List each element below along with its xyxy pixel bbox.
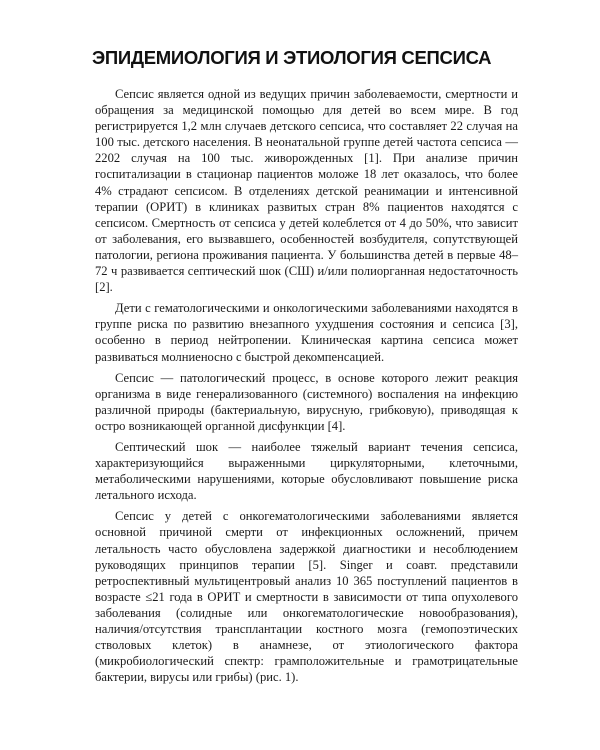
paragraph-epidemiology: Сепсис является одной из ведущих причин заболеваемости, смертности и обращения за медицинской помощью для детей во всем мире. В год регистрируется 1,2 млн случаев детского сепсиса, что составляет 22 случая на 100 тыс. детского населения. В неонатальной группе детей частота сепсиса — 2202 случая на 100 тыс. живорожденных [1]. При анализе причин госпитализации в стационар пациентов моложе 18 лет оказалось, что более 4% страдают сепсисом. В отделениях детской реанимации и интенсивной терапии (ОРИТ) в клиниках развитых стран 8% пациентов находятся с сепсисом. Смертность от сепсиса у детей колеблется от 4 до 50%, что зависит от заболевания, его вызвавшего, особенностей возбудителя, сопутствующей патологии, региона проживания пациента. У большинства детей в первые 48–72 ч развивается септический шок (СШ) и/или полиорганная недостаточность [2]. xyxy=(95,87,518,295)
paragraph-oncology-mortality: Сепсис у детей с онкогематологическими заболеваниями является основной причиной смерти от инфекционных осложнений, причем летальность часто обусловлена задержкой диагностики и несоблюдением руководящих принципов терапии [5]. Singer и соавт. представили ретроспективный мультицентровый анализ 10 365 поступлений пациентов в возрасте ≤21 года в ОРИТ и смертности в зависимости от типа опухолевого заболевания (солидные или онкогематологические новообразования), наличия/отсутствия трансплантации костного мозга (гемопоэтических стволовых клеток) в анамнезе, от этиологического фактора (микробиологический спектр: грамположительные и грамотрицательные бактерии, вирусы или грибы) (рис. 1). xyxy=(95,509,518,685)
paragraph-risk-group: Дети с гематологическими и онкологическими заболеваниями находятся в группе риска по развитию внезапного ухудшения состояния и сепсиса [3], особенно в период нейтропении. Клиническая картина сепсиса может развиваться молниеносно с быстрой декомпенсацией. xyxy=(95,301,518,364)
paragraph-septic-shock-definition: Септический шок — наиболее тяжелый вариант течения сепсиса, характеризующийся выраженными циркуляторными, клеточными, метаболическими нарушениями, которые обусловливают повышение риска летального исхода. xyxy=(95,439,518,503)
section-title: ЭПИДЕМИОЛОГИЯ И ЭТИОЛОГИЯ СЕПСИСА xyxy=(92,47,492,68)
paragraph-sepsis-definition: Сепсис — патологический процесс, в основе которого лежит реакция организма в виде генерализованного (системного) воспаления на инфекцию различной природы (бактериальную, вирусную, грибковую), приводящая к остро возникающей органной дисфункции [4]. xyxy=(95,370,518,433)
document-page xyxy=(92,47,518,690)
